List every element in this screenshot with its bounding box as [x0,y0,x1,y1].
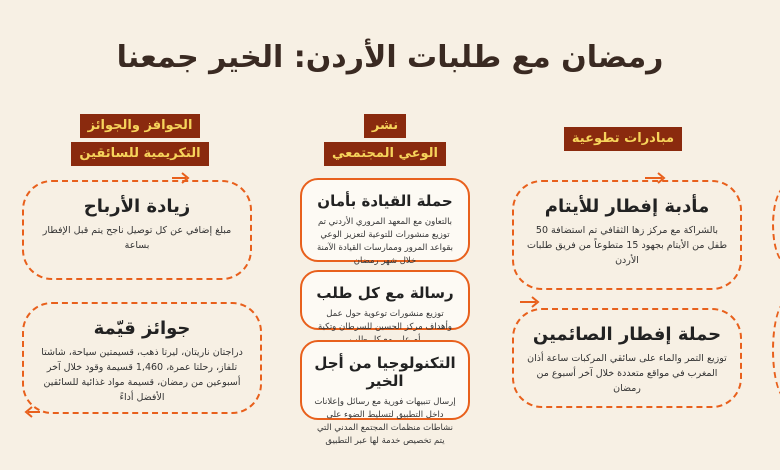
card-text: توزيع التمر والماء على سائقي المركبات ساعة أذان المغرب في مواقع متعددة خلال آخر أسبوع من رمضان [527,353,727,394]
card-text: إرسال تنبيهات فورية مع رسائل وإعلانات داخل التطبيق لتسليط الضوء على نشاطات منظمات المجتمع المدني التي يتم تخصيص خدمة لها عبر التطبيق [314,397,456,446]
page-title: رمضان مع طلبات الأردن: الخير جمعنا [116,40,664,75]
header-line: التكريمية للسائقين [71,142,208,166]
card-text: بالشراكة مع مركز زها الثقافي تم استضافة 50 طفل من الأيتام بجهود 15 متطوعاً من فريق طلبات الأردن [526,225,728,266]
card-text: توزيع منشورات توعوية حول عمل وأهداف مركز الحسين للسرطان وتكية [318,309,452,332]
header-line: نشر [364,114,406,138]
card-title: حملة إفطار الصائمين [532,324,722,345]
card-text: مبلغ إضافي عن كل توصيل ناجح يتم قبل الإفطار بساعة [42,225,232,251]
card-text: دراجتان ناريتان، ليرتا ذهب، قسيمتين سياحة، شاشتا تلفاز، رحلتا عمرة، 1,460 قسيمة وقود خلال آخر أسبوعين من رمضان، قسيمة مواد غذائية للسائقين الأفضل أداءً [41,347,243,403]
card-title: جوائز قيّمة [93,318,191,339]
header-line: الوعي المجتمعي [324,142,446,166]
card-title: زيادة الأرباح [83,196,191,217]
card-title: التكنولوجيا من أجل الخير [314,354,456,390]
card-title: حملة القيادة بأمان [317,192,453,210]
card-title: رسالة مع كل طلب [316,284,454,302]
header-line: الحوافز والجوائز [80,114,201,138]
header-line: مبادرات تطوعية [564,127,682,151]
card-title: مأدبة إفطار للأيتام [544,196,710,217]
card-text: بالتعاون مع المعهد المروري الأردني تم توزيع منشورات للتوعية لتعزيز الوعي بقواعد المرور وممارسات القيادة الآمنة خلال شهر رمضان [316,217,454,266]
